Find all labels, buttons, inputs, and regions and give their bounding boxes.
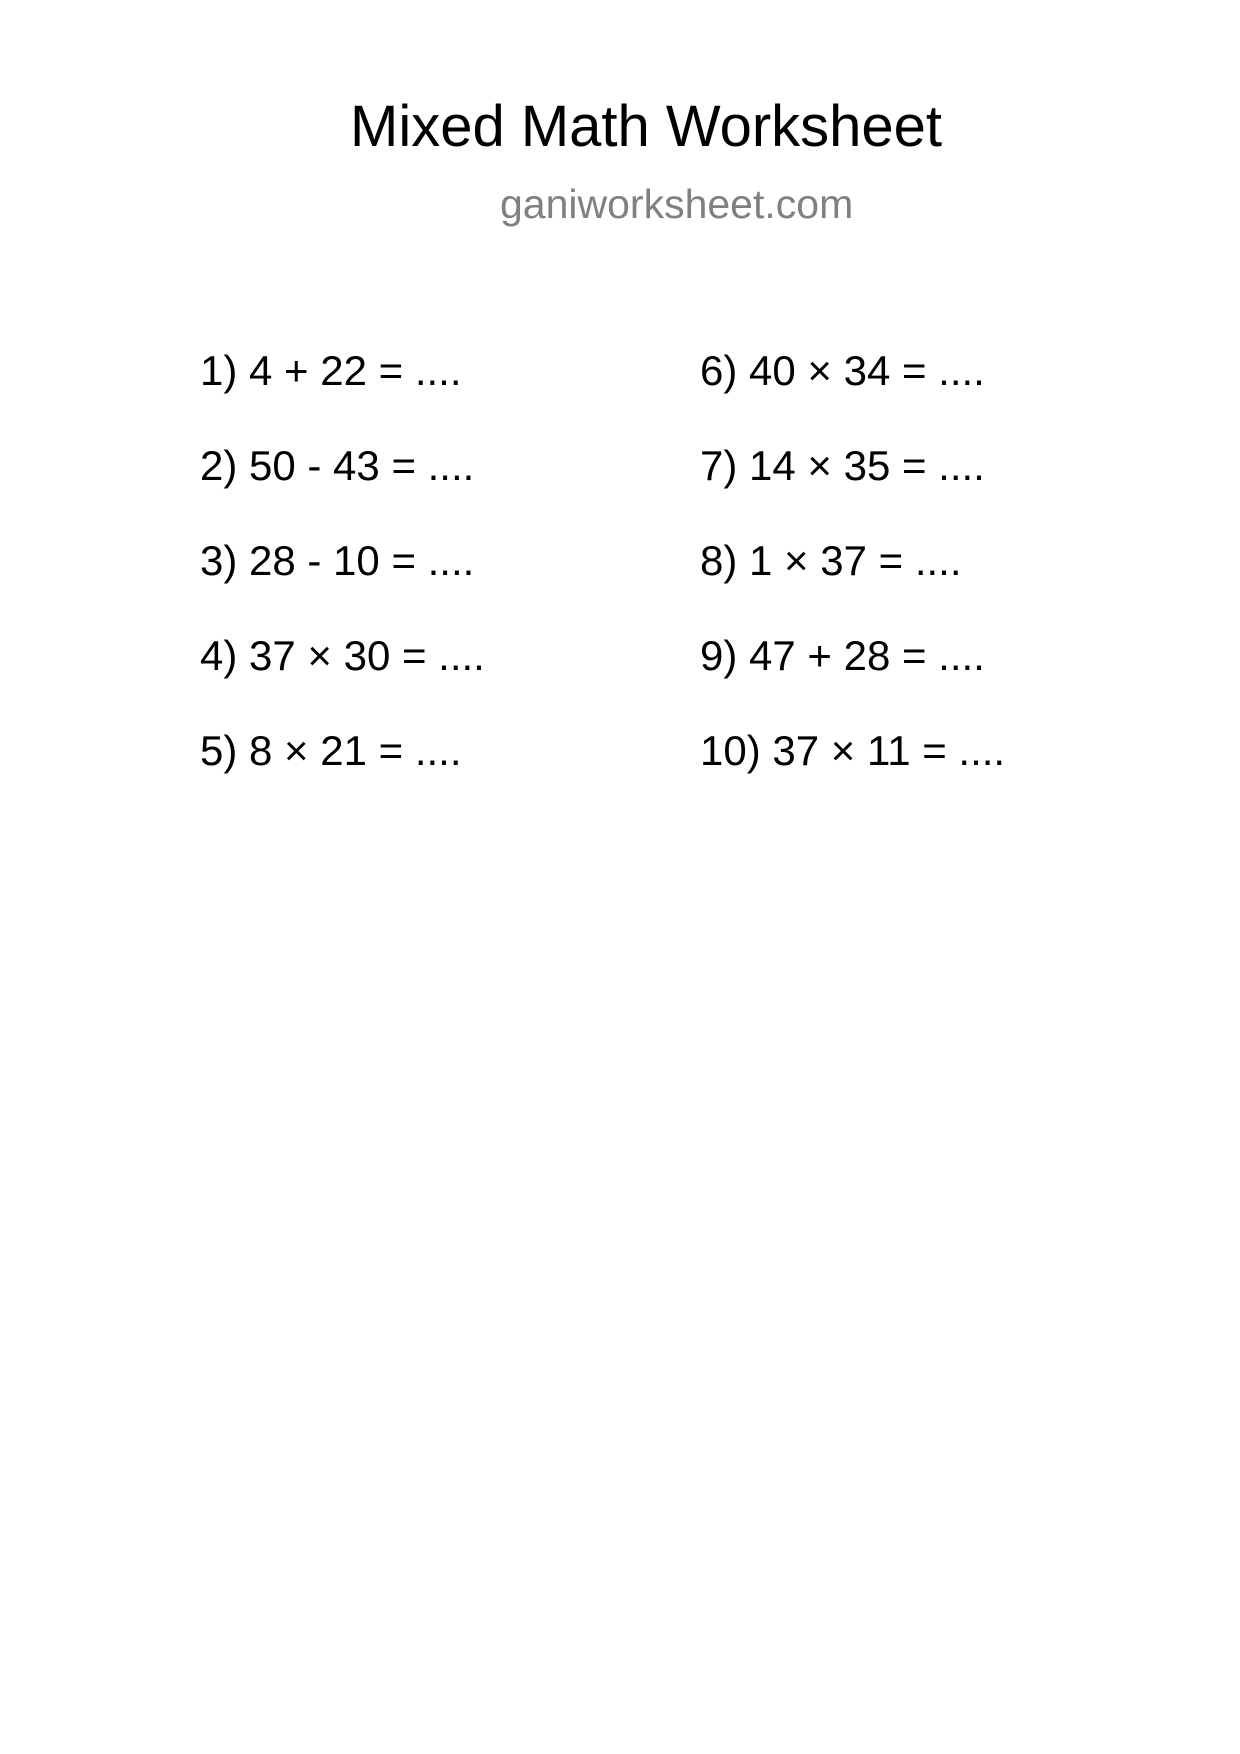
problem-3: 3) 28 - 10 = ....	[200, 537, 475, 584]
problem-2: 2) 50 - 43 = ....	[200, 442, 475, 489]
problem-5: 5) 8 × 21 = ....	[200, 727, 462, 774]
problem-8: 8) 1 × 37 = ....	[700, 537, 962, 584]
problem-1: 1) 4 + 22 = ....	[200, 347, 462, 394]
problem-10: 10) 37 × 11 = ....	[700, 727, 1006, 774]
site-url: ganiworksheet.com	[500, 181, 854, 227]
page-title: Mixed Math Worksheet	[350, 94, 943, 159]
problem-list	[200, 347, 1100, 790]
problem-7: 7) 14 × 35 = ....	[700, 442, 985, 489]
problem-4: 4) 37 × 30 = ....	[200, 632, 485, 679]
problem-6: 6) 40 × 34 = ....	[700, 347, 985, 394]
problem-9: 9) 47 + 28 = ....	[700, 632, 985, 679]
